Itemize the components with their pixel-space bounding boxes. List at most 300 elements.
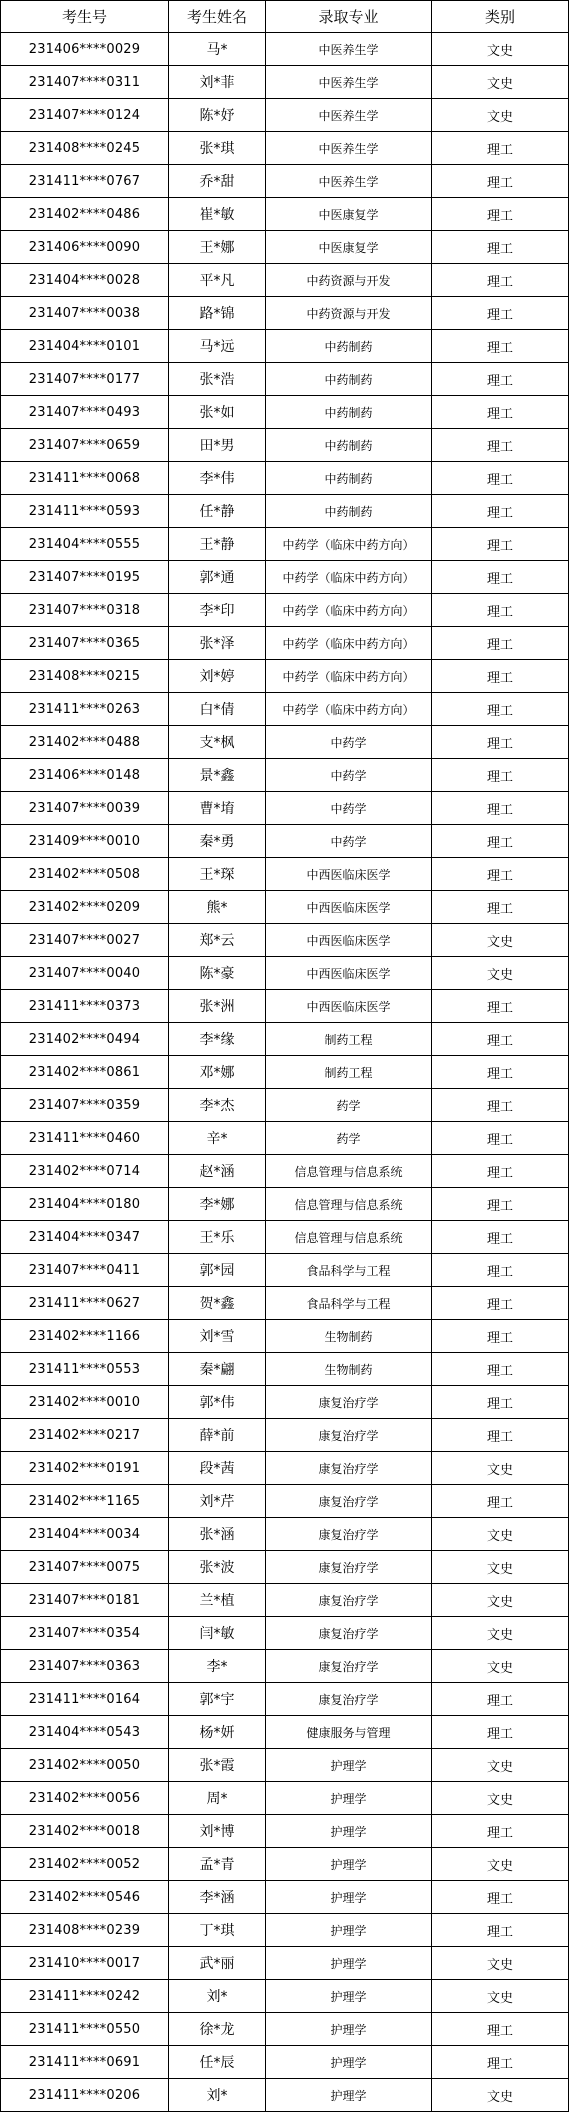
exam-number-cell: 231407****0039 [1,792,169,825]
admitted-major-cell: 护理学 [266,2013,432,2046]
admitted-major-cell: 中医康复学 [266,231,432,264]
candidate-name-cell: 秦*翩 [169,1353,266,1386]
exam-number-cell: 231411****0263 [1,693,169,726]
table-row [1,1056,569,1089]
table-row [1,1980,569,2013]
candidate-name-cell: 张*浩 [169,363,266,396]
candidate-name-cell: 张*琪 [169,132,266,165]
candidate-name-cell: 张*霞 [169,1749,266,1782]
exam-number-cell: 231402****0486 [1,198,169,231]
exam-number-cell: 231408****0245 [1,132,169,165]
table-row [1,660,569,693]
table-row [1,561,569,594]
candidate-name-cell: 周* [169,1782,266,1815]
admitted-major-cell: 中西医临床医学 [266,957,432,990]
candidate-name-cell: 刘*婷 [169,660,266,693]
table-row [1,924,569,957]
exam-number-cell: 231407****0038 [1,297,169,330]
exam-number-cell: 231411****0460 [1,1122,169,1155]
exam-number-cell: 231407****0493 [1,396,169,429]
table-row [1,1782,569,1815]
admitted-major-cell: 康复治疗学 [266,1419,432,1452]
exam-number-cell: 231407****0195 [1,561,169,594]
candidate-name-cell: 张*洲 [169,990,266,1023]
admitted-major-cell: 康复治疗学 [266,1551,432,1584]
exam-number-cell: 231411****0627 [1,1287,169,1320]
category-cell: 理工 [432,429,569,462]
category-cell: 理工 [432,2046,569,2079]
candidate-name-cell: 郭*伟 [169,1386,266,1419]
exam-number-cell: 231411****0242 [1,1980,169,2013]
candidate-name-cell: 李*印 [169,594,266,627]
candidate-name-cell: 兰*植 [169,1584,266,1617]
admitted-major-cell: 药学 [266,1089,432,1122]
candidate-name-cell: 任*静 [169,495,266,528]
category-cell: 文史 [432,957,569,990]
exam-number-cell: 231411****0767 [1,165,169,198]
category-cell: 理工 [432,561,569,594]
exam-number-cell: 231407****0365 [1,627,169,660]
table-row [1,99,569,132]
candidate-name-cell: 张*涵 [169,1518,266,1551]
admitted-major-cell: 中药资源与开发 [266,297,432,330]
category-cell: 理工 [432,627,569,660]
admitted-major-cell: 护理学 [266,1947,432,1980]
exam-number-cell: 231407****0359 [1,1089,169,1122]
candidate-name-cell: 马*远 [169,330,266,363]
category-cell: 理工 [432,363,569,396]
category-cell: 理工 [432,759,569,792]
exam-number-cell: 231407****0354 [1,1617,169,1650]
table-row [1,1749,569,1782]
exam-number-cell: 231404****0034 [1,1518,169,1551]
category-cell: 理工 [432,693,569,726]
category-cell: 文史 [432,1782,569,1815]
candidate-name-cell: 熊* [169,891,266,924]
candidate-name-cell: 崔*敏 [169,198,266,231]
candidate-name-cell: 贺*鑫 [169,1287,266,1320]
category-cell: 理工 [432,462,569,495]
category-cell: 理工 [432,1221,569,1254]
table-row [1,1518,569,1551]
category-cell: 理工 [432,825,569,858]
table-row [1,627,569,660]
category-cell: 理工 [432,1320,569,1353]
candidate-name-cell: 刘*博 [169,1815,266,1848]
exam-number-cell: 231402****0191 [1,1452,169,1485]
table-row [1,1716,569,1749]
admitted-major-cell: 中药制药 [266,495,432,528]
admitted-major-cell: 康复治疗学 [266,1386,432,1419]
table-row [1,1386,569,1419]
candidate-name-cell: 王*静 [169,528,266,561]
exam-number-cell: 231402****0861 [1,1056,169,1089]
admitted-major-cell: 食品科学与工程 [266,1287,432,1320]
table-row [1,1584,569,1617]
table-row [1,1320,569,1353]
category-cell: 文史 [432,66,569,99]
admitted-major-cell: 中药学（临床中药方向） [266,561,432,594]
table-row [1,1914,569,1947]
exam-number-cell: 231407****0181 [1,1584,169,1617]
candidate-name-cell: 杨*妍 [169,1716,266,1749]
admitted-major-cell: 中药学（临床中药方向） [266,528,432,561]
category-cell: 文史 [432,1518,569,1551]
admitted-major-cell: 中药制药 [266,330,432,363]
category-cell: 文史 [432,99,569,132]
table-row [1,231,569,264]
admitted-major-cell: 健康服务与管理 [266,1716,432,1749]
admitted-major-cell: 信息管理与信息系统 [266,1155,432,1188]
candidate-name-cell: 王*琛 [169,858,266,891]
exam-number-cell: 231411****0206 [1,2079,169,2112]
admitted-major-cell: 康复治疗学 [266,1485,432,1518]
exam-number-cell: 231406****0148 [1,759,169,792]
candidate-name-cell: 景*鑫 [169,759,266,792]
candidate-name-cell: 白*倩 [169,693,266,726]
admitted-major-cell: 药学 [266,1122,432,1155]
category-cell: 理工 [432,1155,569,1188]
exam-number-cell: 231402****0494 [1,1023,169,1056]
table-row [1,1089,569,1122]
admitted-major-cell: 信息管理与信息系统 [266,1188,432,1221]
table-row [1,594,569,627]
table-row [1,1188,569,1221]
table-row [1,990,569,1023]
candidate-name-cell: 秦*勇 [169,825,266,858]
exam-number-cell: 231408****0215 [1,660,169,693]
category-cell: 理工 [432,264,569,297]
admitted-major-cell: 护理学 [266,2079,432,2112]
admitted-major-cell: 中西医临床医学 [266,924,432,957]
candidate-name-cell: 郑*云 [169,924,266,957]
exam-number-cell: 231402****1166 [1,1320,169,1353]
exam-number-cell: 231407****0075 [1,1551,169,1584]
candidate-name-cell: 闫*敏 [169,1617,266,1650]
candidate-name-cell: 张*波 [169,1551,266,1584]
header-category: 类别 [432,1,569,33]
candidate-name-cell: 刘*芹 [169,1485,266,1518]
candidate-name-cell: 武*丽 [169,1947,266,1980]
category-cell: 理工 [432,528,569,561]
candidate-name-cell: 孟*青 [169,1848,266,1881]
exam-number-cell: 231402****0010 [1,1386,169,1419]
exam-number-cell: 231402****0217 [1,1419,169,1452]
table-row [1,1881,569,1914]
exam-number-cell: 231402****0209 [1,891,169,924]
table-row [1,1617,569,1650]
category-cell: 理工 [432,1485,569,1518]
exam-number-cell: 231404****0101 [1,330,169,363]
category-cell: 理工 [432,1254,569,1287]
table-row [1,1485,569,1518]
exam-number-cell: 231402****0546 [1,1881,169,1914]
admitted-major-cell: 中药学 [266,825,432,858]
category-cell: 理工 [432,1089,569,1122]
exam-number-cell: 231409****0010 [1,825,169,858]
category-cell: 理工 [432,726,569,759]
admitted-major-cell: 中医养生学 [266,165,432,198]
header-candidate-name: 考生姓名 [169,1,266,33]
category-cell: 文史 [432,1452,569,1485]
candidate-name-cell: 曹*堉 [169,792,266,825]
admitted-major-cell: 康复治疗学 [266,1584,432,1617]
exam-number-cell: 231411****0164 [1,1683,169,1716]
table-row [1,330,569,363]
exam-number-cell: 231411****0553 [1,1353,169,1386]
admitted-major-cell: 中药学（临床中药方向） [266,594,432,627]
candidate-name-cell: 平*凡 [169,264,266,297]
table-row [1,693,569,726]
admitted-major-cell: 中西医临床医学 [266,990,432,1023]
exam-number-cell: 231406****0029 [1,33,169,66]
exam-number-cell: 231407****0311 [1,66,169,99]
candidate-name-cell: 段*茜 [169,1452,266,1485]
exam-number-cell: 231407****0040 [1,957,169,990]
category-cell: 理工 [432,1716,569,1749]
table-row [1,1848,569,1881]
category-cell: 理工 [432,1122,569,1155]
candidate-name-cell: 张*泽 [169,627,266,660]
admitted-major-cell: 中药学 [266,759,432,792]
category-cell: 理工 [432,165,569,198]
exam-number-cell: 231407****0177 [1,363,169,396]
table-row [1,198,569,231]
exam-number-cell: 231411****0691 [1,2046,169,2079]
candidate-name-cell: 刘*雪 [169,1320,266,1353]
category-cell: 文史 [432,1551,569,1584]
category-cell: 文史 [432,924,569,957]
category-cell: 理工 [432,198,569,231]
exam-number-cell: 231407****0124 [1,99,169,132]
candidate-name-cell: 刘* [169,2079,266,2112]
exam-number-cell: 231407****0411 [1,1254,169,1287]
category-cell: 理工 [432,858,569,891]
table-row [1,528,569,561]
category-cell: 理工 [432,297,569,330]
table-row [1,1155,569,1188]
admitted-major-cell: 中药制药 [266,363,432,396]
admitted-major-cell: 护理学 [266,1815,432,1848]
table-row [1,825,569,858]
table-row [1,1254,569,1287]
category-cell: 理工 [432,1386,569,1419]
table-row [1,1551,569,1584]
exam-number-cell: 231408****0239 [1,1914,169,1947]
table-row [1,759,569,792]
admitted-major-cell: 生物制药 [266,1353,432,1386]
category-cell: 理工 [432,594,569,627]
category-cell: 文史 [432,1584,569,1617]
exam-number-cell: 231404****0347 [1,1221,169,1254]
exam-number-cell: 231402****0488 [1,726,169,759]
admitted-major-cell: 中西医临床医学 [266,858,432,891]
table-row [1,1650,569,1683]
table-row [1,1419,569,1452]
admitted-major-cell: 康复治疗学 [266,1650,432,1683]
candidate-name-cell: 徐*龙 [169,2013,266,2046]
category-cell: 理工 [432,1056,569,1089]
candidate-name-cell: 李* [169,1650,266,1683]
admitted-major-cell: 康复治疗学 [266,1617,432,1650]
category-cell: 理工 [432,660,569,693]
admitted-major-cell: 护理学 [266,1914,432,1947]
admitted-major-cell: 制药工程 [266,1023,432,1056]
category-cell: 理工 [432,1353,569,1386]
category-cell: 理工 [432,396,569,429]
admitted-major-cell: 中药学（临床中药方向） [266,693,432,726]
table-row [1,2013,569,2046]
admitted-major-cell: 中医康复学 [266,198,432,231]
table-row [1,858,569,891]
category-cell: 文史 [432,1947,569,1980]
table-row [1,66,569,99]
category-cell: 理工 [432,891,569,924]
table-row [1,726,569,759]
exam-number-cell: 231402****0052 [1,1848,169,1881]
category-cell: 理工 [432,1881,569,1914]
category-cell: 理工 [432,1023,569,1056]
candidate-name-cell: 刘*菲 [169,66,266,99]
category-cell: 理工 [432,1683,569,1716]
candidate-name-cell: 路*锦 [169,297,266,330]
table-row [1,1221,569,1254]
candidate-name-cell: 李*杰 [169,1089,266,1122]
category-cell: 理工 [432,1914,569,1947]
table-row [1,1815,569,1848]
category-cell: 理工 [432,1815,569,1848]
table-row [1,264,569,297]
category-cell: 文史 [432,33,569,66]
candidate-name-cell: 郭*通 [169,561,266,594]
admitted-major-cell: 中药学（临床中药方向） [266,660,432,693]
table-row [1,792,569,825]
candidate-name-cell: 乔*甜 [169,165,266,198]
candidate-name-cell: 丁*琪 [169,1914,266,1947]
exam-number-cell: 231404****0555 [1,528,169,561]
candidate-name-cell: 薛*前 [169,1419,266,1452]
admitted-major-cell: 护理学 [266,2046,432,2079]
exam-number-cell: 231402****0056 [1,1782,169,1815]
category-cell: 理工 [432,1419,569,1452]
exam-number-cell: 231404****0180 [1,1188,169,1221]
candidate-name-cell: 张*如 [169,396,266,429]
category-cell: 理工 [432,792,569,825]
exam-number-cell: 231406****0090 [1,231,169,264]
admitted-major-cell: 食品科学与工程 [266,1254,432,1287]
admitted-major-cell: 信息管理与信息系统 [266,1221,432,1254]
exam-number-cell: 231402****0508 [1,858,169,891]
exam-number-cell: 231410****0017 [1,1947,169,1980]
candidate-name-cell: 马* [169,33,266,66]
table-row [1,495,569,528]
category-cell: 理工 [432,1287,569,1320]
admitted-major-cell: 护理学 [266,1881,432,1914]
category-cell: 文史 [432,1617,569,1650]
admitted-major-cell: 中药制药 [266,462,432,495]
candidate-name-cell: 李*缘 [169,1023,266,1056]
candidate-name-cell: 任*辰 [169,2046,266,2079]
admitted-major-cell: 制药工程 [266,1056,432,1089]
candidate-name-cell: 王*乐 [169,1221,266,1254]
admitted-major-cell: 生物制药 [266,1320,432,1353]
admitted-major-cell: 中药制药 [266,429,432,462]
admitted-major-cell: 护理学 [266,1782,432,1815]
exam-number-cell: 231411****0593 [1,495,169,528]
table-row [1,1452,569,1485]
admitted-major-cell: 中医养生学 [266,132,432,165]
candidate-name-cell: 田*男 [169,429,266,462]
table-row [1,396,569,429]
table-row [1,1122,569,1155]
category-cell: 理工 [432,495,569,528]
table-row [1,1353,569,1386]
admitted-major-cell: 护理学 [266,1980,432,2013]
category-cell: 理工 [432,1188,569,1221]
admitted-major-cell: 中医养生学 [266,33,432,66]
candidate-name-cell: 赵*涵 [169,1155,266,1188]
category-cell: 理工 [432,990,569,1023]
table-body [1,33,569,2112]
exam-number-cell: 231411****0550 [1,2013,169,2046]
candidate-name-cell: 陈*妤 [169,99,266,132]
admitted-major-cell: 中药制药 [266,396,432,429]
table-row [1,2079,569,2112]
candidate-name-cell: 刘* [169,1980,266,2013]
admitted-major-cell: 中药学 [266,792,432,825]
exam-number-cell: 231402****0018 [1,1815,169,1848]
candidate-name-cell: 郭*园 [169,1254,266,1287]
table-row [1,957,569,990]
table-row [1,132,569,165]
table-row [1,363,569,396]
exam-number-cell: 231407****0027 [1,924,169,957]
table-row [1,297,569,330]
candidate-name-cell: 王*娜 [169,231,266,264]
admitted-major-cell: 康复治疗学 [266,1518,432,1551]
category-cell: 理工 [432,231,569,264]
table-row [1,1287,569,1320]
admitted-major-cell: 康复治疗学 [266,1683,432,1716]
category-cell: 文史 [432,2079,569,2112]
category-cell: 文史 [432,1749,569,1782]
category-cell: 理工 [432,132,569,165]
admitted-major-cell: 中医养生学 [266,99,432,132]
table-row [1,1683,569,1716]
table-row [1,891,569,924]
candidate-name-cell: 李*涵 [169,1881,266,1914]
exam-number-cell: 231402****1165 [1,1485,169,1518]
exam-number-cell: 231407****0659 [1,429,169,462]
candidate-name-cell: 李*伟 [169,462,266,495]
header-exam-number: 考生号 [1,1,169,33]
table-row [1,33,569,66]
admitted-major-cell: 康复治疗学 [266,1452,432,1485]
candidate-name-cell: 郭*宇 [169,1683,266,1716]
category-cell: 文史 [432,1980,569,2013]
category-cell: 文史 [432,1650,569,1683]
admitted-major-cell: 护理学 [266,1848,432,1881]
admitted-major-cell: 中药学（临床中药方向） [266,627,432,660]
candidate-name-cell: 辛* [169,1122,266,1155]
table-header-row [1,1,569,33]
exam-number-cell: 231404****0028 [1,264,169,297]
admitted-major-cell: 中药资源与开发 [266,264,432,297]
candidate-name-cell: 陈*豪 [169,957,266,990]
exam-number-cell: 231402****0714 [1,1155,169,1188]
admitted-major-cell: 中西医临床医学 [266,891,432,924]
admitted-major-cell: 护理学 [266,1749,432,1782]
